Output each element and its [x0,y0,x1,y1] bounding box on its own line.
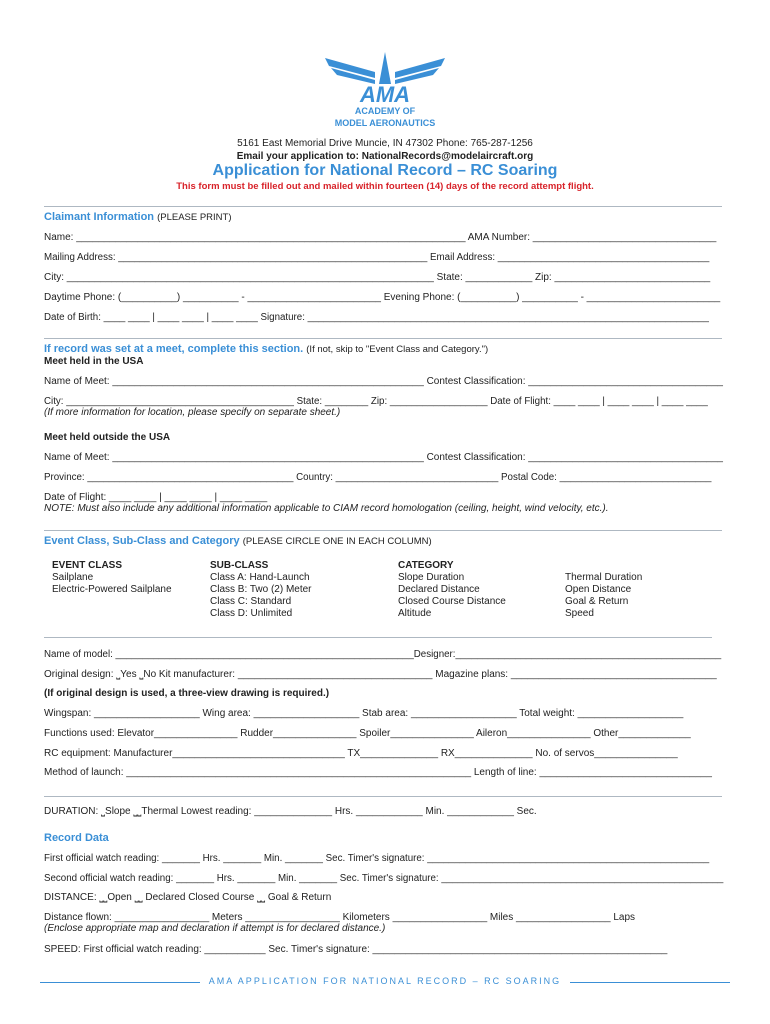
sub-class-option[interactable]: Class B: Two (2) Meter [210,584,312,595]
original-design-field[interactable]: Original design: ⎵Yes ⎵No Kit manufacturer: ___________________________________ Magazine plans: _____________________________________ [44,669,717,680]
sub-class-option[interactable]: Class D: Unlimited [210,608,293,619]
claimant-heading [44,211,232,223]
event-heading [44,535,432,547]
footer-title: AMA APPLICATION FOR NATIONAL RECORD – RC SOARING [208,976,562,986]
outside-date-field[interactable]: Date of Flight: ____ ____ | ____ ____ | ____ ____ [44,492,268,503]
category-option[interactable]: Closed Course Distance [398,596,506,607]
ama-logo [315,50,455,130]
ama-wings-icon [315,50,455,130]
event-heading-sub: (PLEASE CIRCLE ONE IN EACH COLUMN) [242,536,432,547]
functions-field[interactable]: Functions used: Elevator_______________ Rudder_______________ Spoiler_______________ Aileron_______________ Other_____________ [44,728,691,739]
ciam-note: NOTE: Must also include any additional information applicable to CIAM record homologation (ceiling, height, wind velocity, etc.). [44,503,609,514]
mailing-address-field[interactable]: Mailing Address: _________________________________________________________ Email Address: _______________________________________ [44,252,710,263]
event-class-option[interactable]: Electric-Powered Sailplane [52,584,172,595]
category-option[interactable]: Altitude [398,608,432,619]
launch-method-field[interactable]: Method of launch: ______________________________________________________________ Length of line: _______________________________ [44,767,712,778]
model-name-field[interactable]: Name of model: _______________________________________________________Designer:_________________________________________________ [44,649,722,660]
meet-city-field[interactable]: City: __________________________________________ State: ________ Zip: __________________ Date of Flight: ____ ____ | ____ ____ | ____ ____ [44,396,708,407]
second-watch-field[interactable]: Second official watch reading: _______ Hrs. _______ Min. _______ Sec. Timer's signature: ____________________________________________________ [44,873,724,884]
event-class-column [52,560,172,596]
event-heading-text: Event Class, Sub-Class and Category [44,535,240,547]
event-class-option[interactable]: Sailplane [52,572,94,583]
record-heading: Record Data [44,832,109,844]
logo-line2: MODEL AERONAUTICS [334,118,436,128]
claimant-heading-text: Claimant Information [44,211,155,223]
category-column-2 [565,572,642,620]
category-column [398,560,506,620]
logo-brand: AMA [359,82,411,107]
category-option[interactable]: Goal & Return [565,596,629,607]
divider [44,206,722,207]
divider [44,530,722,531]
meet-outside-label: Meet held outside the USA [44,432,171,443]
category-option[interactable]: Slope Duration [398,572,465,583]
province-field[interactable]: Province: ______________________________________ Country: ______________________________ Postal Code: ____________________________ [44,472,712,483]
logo-line1: ACADEMY OF [354,106,416,116]
meet-heading [44,343,488,355]
category-option[interactable]: Open Distance [565,584,632,595]
city-field[interactable]: City: __________________________________________________________________ State: ____________ Zip: ____________________________ [44,272,711,283]
category-option[interactable]: Thermal Duration [565,572,643,583]
meet-heading-sub: (If not, skip to "Event Class and Category.") [306,344,489,355]
category-option[interactable]: Declared Distance [398,584,480,595]
sub-class-option[interactable]: Class A: Hand-Launch [210,572,310,583]
meet-usa-label: Meet held in the USA [44,356,144,367]
claimant-heading-sub: (PLEASE PRINT) [157,212,232,223]
divider [44,796,722,797]
location-note: (If more information for location, please specify on separate sheet.) [44,407,341,418]
divider [44,338,722,339]
dob-signature-field[interactable]: Date of Birth: ____ ____ | ____ ____ | ____ ____ Signature: __________________________________________________________________________ [44,312,709,323]
distance-options[interactable]: DISTANCE: ⎵⎵Open ⎵⎵ Declared Closed Course ⎵⎵ Goal & Return [44,892,332,903]
name-field[interactable]: Name: ______________________________________________________________________ AMA Number: _________________________________ [44,232,717,243]
speed-field[interactable]: SPEED: First official watch reading: ___________ Sec. Timer's signature: _____________________________________________________ [44,944,668,955]
meet-heading-text: If record was set at a meet, complete this section. [44,343,304,355]
sub-class-option[interactable]: Class C: Standard [210,596,292,607]
category-head: CATEGORY [398,560,454,571]
category-option[interactable]: Speed [565,608,594,619]
divider [44,637,712,638]
wingspan-field[interactable]: Wingspan: ___________________ Wing area: ___________________ Stab area: ___________________ Total weight: ___________________ [44,708,684,719]
sub-class-column [210,560,312,620]
event-class-head: EVENT CLASS [52,560,123,571]
sub-class-head: SUB-CLASS [210,560,269,571]
duration-field[interactable]: DURATION: ⎵Slope ⎵⎵Thermal Lowest reading: ______________ Hrs. ____________ Min. ____________ Sec. [44,806,537,817]
meet-name-field[interactable]: Name of Meet: ________________________________________________________ Contest Classification: ___________________________________ [44,376,723,387]
first-watch-field[interactable]: First official watch reading: _______ Hrs. _______ Min. _______ Sec. Timer's signature: ____________________________________________________ [44,853,710,864]
address: 5161 East Memorial Drive Muncie, IN 47302 Phone: 765-287-1256 [237,138,533,149]
three-view-note: (If original design is used, a three-view drawing is required.) [44,688,330,699]
email-instruction: Email your application to: NationalRecords@modelaircraft.org [236,151,534,162]
phone-field[interactable]: Daytime Phone: (__________) __________ - ________________________ Evening Phone: (__________) __________ - ________________________ [44,292,721,303]
map-note: (Enclose appropriate map and declaration if attempt is for declared distance.) [44,923,386,934]
page-title: Application for National Record – RC Soaring [212,162,558,179]
meet-outside-name-field[interactable]: Name of Meet: ________________________________________________________ Contest Classification: ___________________________________ [44,452,723,463]
rc-equipment-field[interactable]: RC equipment: Manufacturer_______________________________ TX______________ RX______________ No. of servos_______________ [44,748,678,759]
distance-flown-field[interactable]: Distance flown: _________________ Meters _________________ Kilometers _________________ Miles _________________ Laps [44,912,636,923]
warning-text: This form must be filled out and mailed within fourteen (14) days of the record attempt flight. [176,181,594,192]
